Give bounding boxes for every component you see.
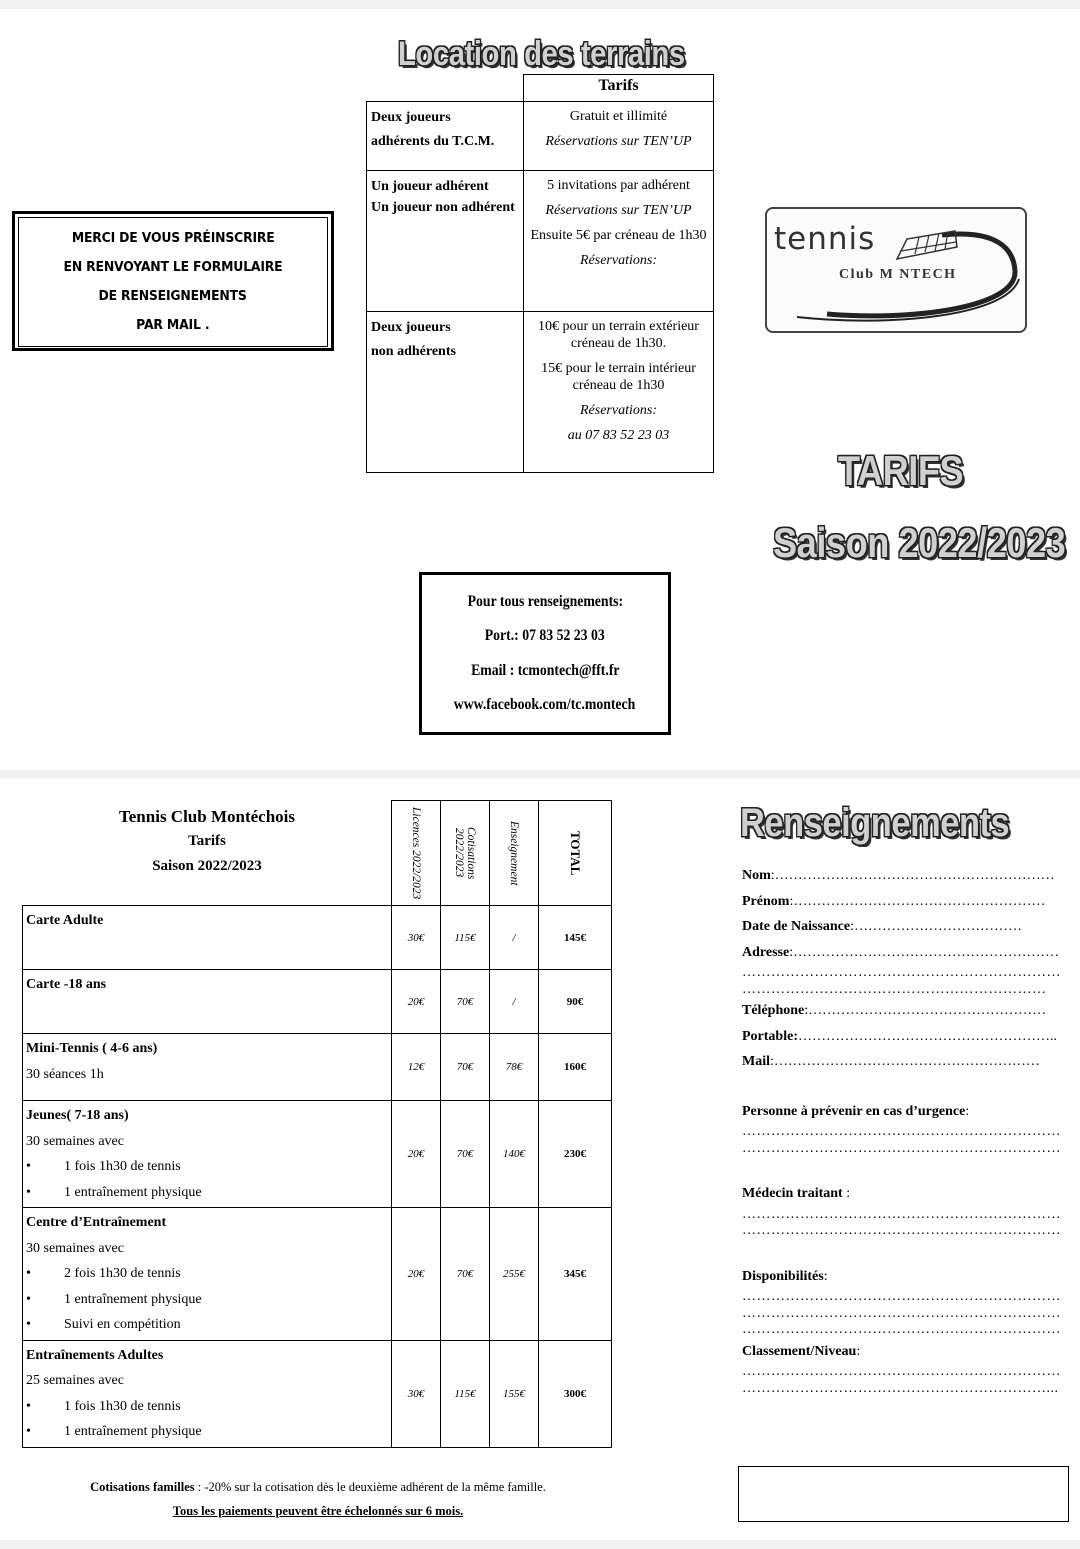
price-row-title: Carte Adulte: [26, 913, 104, 928]
price-cell-cotisation: 70€: [441, 1208, 490, 1341]
location-row-label: adhérents du T.C.M.: [371, 134, 495, 149]
price-row-description: [23, 1340, 392, 1447]
price-row-bullet: • 1 fois 1h30 de tennis: [26, 1154, 388, 1180]
notice-line: PAR MAIL .: [136, 317, 210, 333]
contact-email: Email : tcmontech@fft.fr: [470, 661, 620, 679]
form-field-nom[interactable]: Nom:……………………………………………………: [742, 868, 1055, 883]
form-dotted-line[interactable]: ………………………………………………………: [742, 981, 1047, 997]
price-cell-licence: 20€: [392, 1208, 441, 1341]
price-row-bullet: • 1 entraînement physique: [26, 1287, 388, 1313]
form-dotted-line[interactable]: ………………………………………………………...: [742, 1380, 1059, 1396]
form-label-urgence: Personne à prévenir en cas d’urgence:: [742, 1103, 970, 1119]
form-field-portable[interactable]: Portable:………………………………………………..: [742, 1028, 1057, 1044]
price-row-description: [23, 1101, 392, 1208]
price-row-title: Mini-Tennis ( 4-6 ans): [26, 1041, 158, 1056]
price-row: [23, 1034, 612, 1101]
location-table-corner: [367, 75, 524, 102]
contact-facebook: www.facebook.com/tc.montech: [454, 696, 636, 713]
form-dotted-line[interactable]: …………………………………………………………: [742, 1124, 1061, 1139]
form-label-disponibilites: Disponibilités:: [742, 1268, 828, 1284]
price-cell-enseignement: /: [490, 970, 539, 1034]
location-row-value: Gratuit et illimité: [569, 109, 668, 124]
form-field-naissance[interactable]: Date de Naissance:………………………………: [742, 919, 1022, 934]
page-tarifs-detail: [0, 779, 1080, 1540]
tarifs-title: TARIFS: [838, 447, 964, 494]
form-dotted-line[interactable]: …………………………………………………………: [742, 1305, 1061, 1321]
location-row: [367, 312, 714, 473]
price-cell-licence: 30€: [392, 1340, 441, 1447]
form-field-adresse[interactable]: Adresse:…………………………………………………: [742, 944, 1060, 960]
logo-word: tennis: [774, 221, 876, 257]
club-subtitle: Tarifs: [188, 833, 226, 849]
contact-phone: Port.: 07 83 52 23 03: [485, 627, 605, 644]
price-cell-cotisation: 115€: [441, 906, 490, 970]
price-cell-enseignement: 140€: [490, 1101, 539, 1208]
signature-box[interactable]: [738, 1466, 1069, 1522]
price-row-line: 30 semaines avec: [26, 1133, 124, 1149]
price-cell-total: 90€: [539, 970, 612, 1034]
location-row: [367, 171, 714, 312]
form-dotted-line[interactable]: …………………………………………………………: [742, 1140, 1061, 1156]
location-row: [367, 102, 714, 171]
price-row-bullet: • 1 entraînement physique: [26, 1419, 388, 1445]
form-dotted-line[interactable]: …………………………………………………………: [742, 1206, 1061, 1222]
location-row-label: Un joueur non adhérent: [371, 200, 515, 215]
location-row-value: Réservations:: [580, 253, 657, 268]
season-title: Saison 2022/2023: [773, 519, 1066, 566]
price-row-bullet: • Suivi en compétition: [26, 1312, 388, 1338]
location-row-value: Réservations sur TEN’UP: [545, 134, 692, 149]
location-row-label: Deux joueurs: [371, 320, 451, 335]
location-table-header: Tarifs: [524, 75, 714, 102]
price-row-line: 25 semaines avec: [26, 1373, 124, 1388]
column-header-licences: Licences 2022/2023: [392, 801, 441, 906]
column-header-enseignement: Enseignement: [490, 801, 539, 906]
price-row-line: 30 semaines avec: [26, 1240, 124, 1256]
price-cell-total: 345€: [539, 1208, 612, 1341]
price-cell-cotisation: 115€: [441, 1340, 490, 1447]
location-row-value: Réservations:: [580, 403, 657, 418]
price-cell-licence: 20€: [392, 970, 441, 1034]
notice-line: DE RENSEIGNEMENTS: [98, 288, 248, 304]
club-season: Saison 2022/2023: [152, 858, 262, 874]
form-dotted-line[interactable]: …………………………………………………………: [742, 1364, 1061, 1379]
form-label-medecin: Médecin traitant :: [742, 1186, 851, 1201]
form-label-classement: Classement/Niveau:: [742, 1343, 861, 1359]
price-cell-total: 160€: [539, 1034, 612, 1101]
renseignements-form: [742, 863, 1064, 1397]
price-cell-cotisation: 70€: [441, 970, 490, 1034]
price-cell-enseignement: 78€: [490, 1034, 539, 1101]
form-dotted-line[interactable]: …………………………………………………………: [742, 965, 1061, 980]
price-cell-licence: 30€: [392, 906, 441, 970]
payment-note: Tous les paiements peuvent être échelonnés sur 6 mois.: [172, 1504, 464, 1518]
price-row-bullet: • 1 fois 1h30 de tennis: [26, 1394, 388, 1420]
location-row-value: Ensuite 5€ par créneau de 1h30: [530, 228, 707, 243]
price-cell-enseignement: 155€: [490, 1340, 539, 1447]
price-row-description: [23, 906, 392, 970]
family-discount-note: Cotisations familles : -20% sur la cotisation dès le deuxième adhérent de la même famille.: [90, 1480, 546, 1494]
price-cell-total: 300€: [539, 1340, 612, 1447]
form-field-telephone[interactable]: Téléphone:……………………………………………: [742, 1003, 1047, 1018]
price-cell-total: 230€: [539, 1101, 612, 1208]
form-dotted-line[interactable]: …………………………………………………………: [742, 1322, 1061, 1337]
contact-heading: Pour tous renseignements:: [467, 592, 623, 610]
price-row: [23, 1340, 612, 1447]
price-row-bullet: • 1 entraînement physique: [26, 1180, 388, 1206]
logo-club-name: Club M NTECH: [839, 267, 957, 282]
price-row-title: Entraînements Adultes: [26, 1347, 164, 1363]
notice-line: MERCI DE VOUS PRÉINSCRIRE: [71, 230, 275, 246]
price-row-title: Centre d’Entraînement: [26, 1215, 167, 1230]
club-name: Tennis Club Montéchois: [118, 807, 296, 826]
location-row-value: 5 invitations par adhérent: [547, 178, 690, 193]
notice-line: EN RENVOYANT LE FORMULAIRE: [63, 259, 283, 275]
location-row-value: 15€ pour le terrain intérieur créneau de 1h30: [541, 361, 696, 393]
location-row-value: Réservations sur TEN’UP: [545, 203, 692, 218]
price-cell-licence: 20€: [392, 1101, 441, 1208]
price-row: [23, 1208, 612, 1341]
contact-box: [419, 572, 671, 735]
location-row-label: Un joueur adhérent: [371, 179, 489, 194]
location-row-label: Deux joueurs: [371, 110, 451, 125]
price-cell-licence: 12€: [392, 1034, 441, 1101]
location-row-value: 10€ pour un terrain extérieur créneau de 1h30.: [538, 319, 699, 351]
location-table: [366, 74, 714, 473]
price-row: [23, 906, 612, 970]
price-row-title: Jeunes( 7-18 ans): [26, 1108, 129, 1123]
price-row-description: [23, 970, 392, 1034]
price-row-line: 30 séances 1h: [26, 1066, 104, 1082]
form-field-prenom[interactable]: Prénom:………………………………………………: [742, 893, 1046, 909]
column-header-cotisations: Cotisations 2022/2023: [441, 801, 490, 906]
preinscription-notice: [12, 211, 334, 351]
price-cell-total: 145€: [539, 906, 612, 970]
price-row-title: Carte -18 ans: [26, 977, 107, 992]
price-row-description: [23, 1208, 392, 1341]
form-field-mail[interactable]: Mail:…………………………………………………: [742, 1054, 1040, 1069]
price-cell-cotisation: 70€: [441, 1034, 490, 1101]
price-table: [22, 800, 612, 1448]
renseignements-title: Renseignements: [740, 801, 1010, 845]
price-row-bullet: • 2 fois 1h30 de tennis: [26, 1261, 388, 1287]
club-logo: [765, 207, 1027, 333]
price-row: [23, 1101, 612, 1208]
club-header: [24, 805, 390, 879]
form-dotted-line[interactable]: …………………………………………………………: [742, 1289, 1061, 1304]
location-row-value: au 07 83 52 23 03: [567, 428, 670, 443]
column-header-total: TOTAL: [539, 801, 612, 906]
form-dotted-line[interactable]: …………………………………………………………: [742, 1223, 1061, 1238]
location-row-label: non adhérents: [371, 344, 456, 359]
price-cell-enseignement: 255€: [490, 1208, 539, 1341]
location-title: Location des terrains: [398, 35, 685, 73]
price-row: [23, 970, 612, 1034]
price-row-description: [23, 1034, 392, 1101]
price-cell-cotisation: 70€: [441, 1101, 490, 1208]
page-tarifs-cover: [0, 9, 1080, 770]
price-cell-enseignement: /: [490, 906, 539, 970]
